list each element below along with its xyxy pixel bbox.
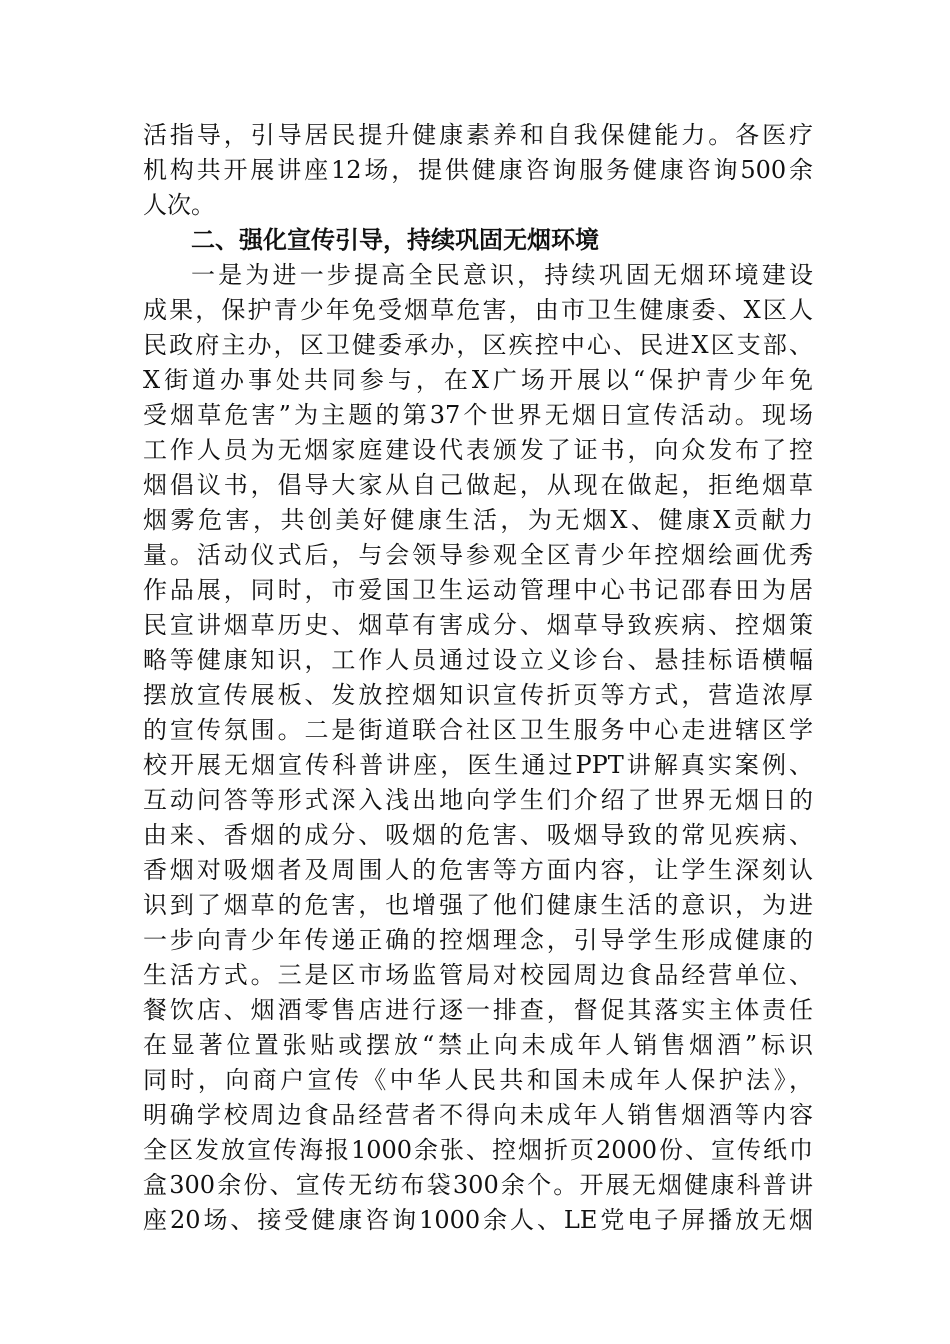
paragraph-line: 烟雾危害，共创美好健康生活，为无烟X、健康X贡献力 — [143, 506, 813, 534]
paragraph-line: 餐饮店、烟酒零售店进行逐一排查，督促其落实主体责任 — [143, 996, 813, 1024]
paragraph-line: 摆放宣传展板、发放控烟知识宣传折页等方式，营造浓厚 — [143, 681, 813, 709]
paragraph-line: 的宣传氛围。二是街道联合社区卫生服务中心走进辖区学 — [143, 716, 813, 744]
paragraph-line: 香烟对吸烟者及周围人的危害等方面内容，让学生深刻认 — [143, 856, 813, 884]
paragraph-line: 作品展，同时，市爱国卫生运动管理中心书记邵春田为居 — [143, 576, 813, 604]
paragraph-line: 民政府主办，区卫健委承办，区疾控中心、民进X区支部、 — [143, 331, 813, 359]
paragraph-line: 一是为进一步提高全民意识，持续巩固无烟环境建设 — [191, 261, 813, 289]
section-heading: 二、强化宣传引导，持续巩固无烟环境 — [191, 226, 599, 254]
paragraph-line: 一步向青少年传递正确的控烟理念，引导学生形成健康的 — [143, 926, 813, 954]
paragraph-line: X街道办事处共同参与，在X广场开展以“保护青少年免 — [143, 366, 813, 394]
paragraph-line: 量。活动仪式后，与会领导参观全区青少年控烟绘画优秀 — [143, 541, 813, 569]
paragraph-line: 盒300余份、宣传无纺布袋300余个。开展无烟健康科普讲 — [143, 1171, 813, 1199]
paragraph-line: 由来、香烟的成分、吸烟的危害、吸烟导致的常见疾病、 — [143, 821, 813, 849]
paragraph-line: 烟倡议书，倡导大家从自己做起，从现在做起，拒绝烟草 — [143, 471, 813, 499]
paragraph-line: 全区发放宣传海报1000余张、控烟折页2000份、宣传纸巾 — [143, 1136, 813, 1164]
paragraph-line: 人次。 — [143, 191, 215, 219]
paragraph-line: 同时，向商户宣传《中华人民共和国未成年人保护法》， — [143, 1066, 813, 1094]
paragraph-line: 生活方式。三是区市场监管局对校园周边食品经营单位、 — [143, 961, 813, 989]
paragraph-line: 互动问答等形式深入浅出地向学生们介绍了世界无烟日的 — [143, 786, 813, 814]
paragraph-line: 校开展无烟宣传科普讲座，医生通过PPT讲解真实案例、 — [143, 751, 813, 779]
paragraph-line: 座20场、接受健康咨询1000余人、LE党电子屏播放无烟 — [143, 1206, 813, 1234]
paragraph-line: 明确学校周边食品经营者不得向未成年人销售烟酒等内容 — [143, 1101, 813, 1129]
paragraph-line: 民宣讲烟草历史、烟草有害成分、烟草导致疾病、控烟策 — [143, 611, 813, 639]
paragraph-line: 工作人员为无烟家庭建设代表颁发了证书，向众发布了控 — [143, 436, 813, 464]
paragraph-line: 识到了烟草的危害，也增强了他们健康生活的意识，为进 — [143, 891, 813, 919]
paragraph-line: 受烟草危害”为主题的第37个世界无烟日宣传活动。现场 — [143, 401, 813, 429]
paragraph-line: 在显著位置张贴或摆放“禁止向未成年人销售烟酒”标识 — [143, 1031, 813, 1059]
paragraph-line: 成果，保护青少年免受烟草危害，由市卫生健康委、X区人 — [143, 296, 813, 324]
paragraph-line: 略等健康知识，工作人员通过设立义诊台、悬挂标语横幅 — [143, 646, 813, 674]
paragraph-line: 机构共开展讲座12场，提供健康咨询服务健康咨询500余 — [143, 156, 813, 184]
paragraph-line: 活指导，引导居民提升健康素养和自我保健能力。各医疗 — [143, 121, 813, 149]
